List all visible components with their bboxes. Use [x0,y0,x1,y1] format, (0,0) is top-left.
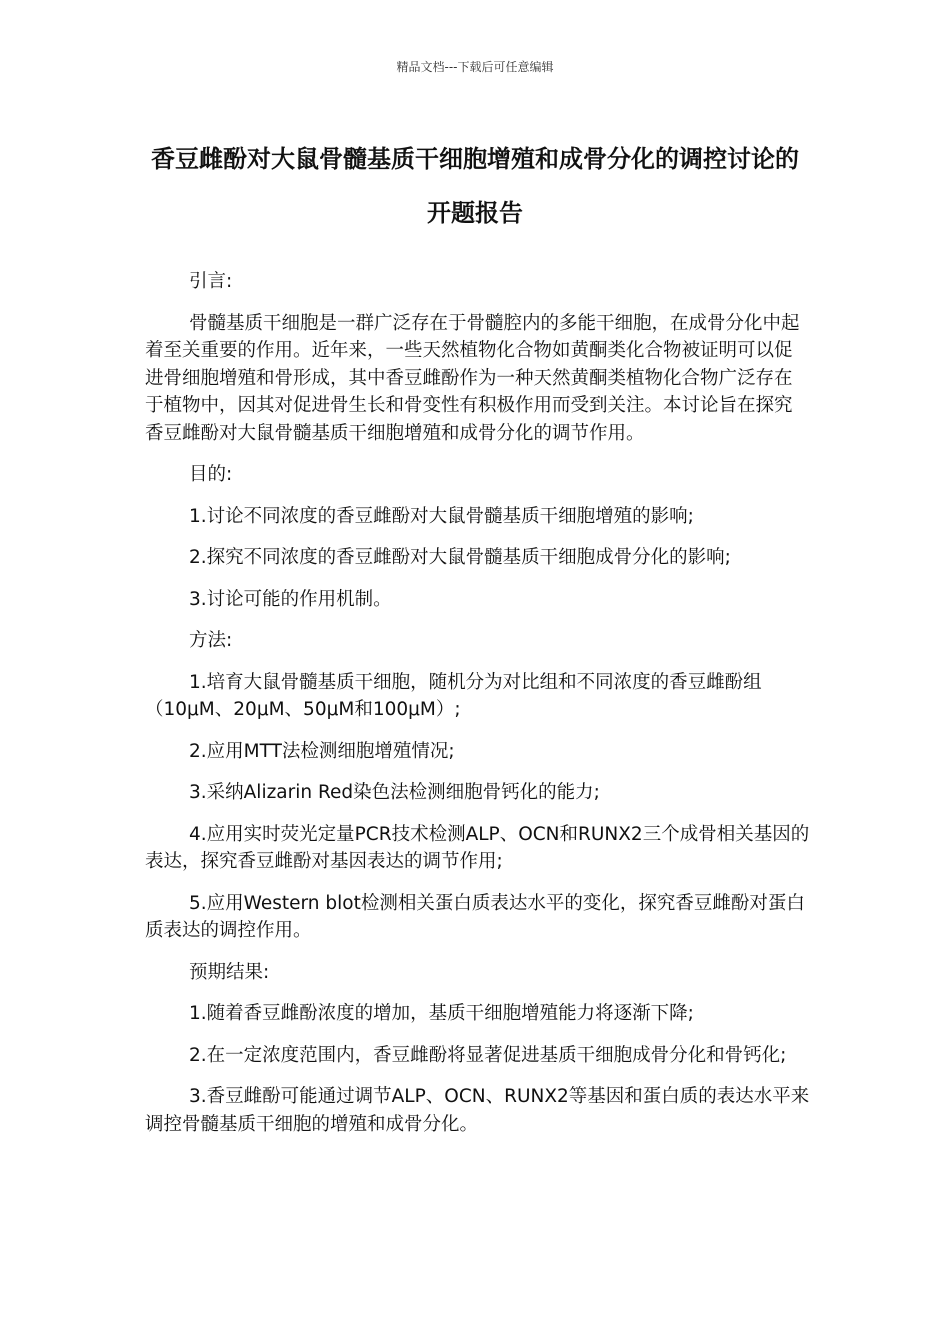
method-item: 5.应用Western blot检测相关蛋白质表达水平的变化，探究香豆雌酚对蛋白质表达的调控作用。 [145,892,805,941]
section-heading-results: 预期结果: [189,961,270,983]
result-item: 2.在一定浓度范围内，香豆雌酚将显著促进基质干细胞成骨分化和骨钙化; [189,1044,787,1066]
section-heading-methods: 方法: [189,630,233,651]
result-item: 3.香豆雌酚可能通过调节ALP、OCN、RUNX2等基因和蛋白质的表达水平来调控骨髓基质干细胞的增殖和成骨分化。 [145,1086,810,1135]
method-item: 3.采纳Alizarin Red染色法检测细胞骨钙化的能力; [189,782,600,803]
aim-item: 3.讨论可能的作用机制。 [189,588,392,610]
intro-paragraph: 骨髓基质干细胞是一群广泛存在于骨髓腔内的多能干细胞，在成骨分化中起着至关重要的作用。近年来，一些天然植物化合物如黄酮类化合物被证明可以促进骨细胞增殖和骨形成，其中香豆雌酚作为一种天然黄酮类植物化合物广泛存在于植物中，因其对促进骨生长和骨变性有积极作用而受到关注。本讨论旨在探究香豆雌酚对大鼠骨髓基质干细胞增殖和成骨分化的调节作用。 [145,312,800,444]
document-title: 香豆雌酚对大鼠骨髓基质干细胞增殖和成骨分化的调控讨论的开题报告 [151,145,799,227]
aim-item: 1.讨论不同浓度的香豆雌酚对大鼠骨髓基质干细胞增殖的影响; [189,505,694,527]
method-item: 1.培育大鼠骨髓基质干细胞，随机分为对比组和不同浓度的香豆雌酚组（10μM、20μM、50μM和100μM）; [145,671,762,720]
aim-item: 2.探究不同浓度的香豆雌酚对大鼠骨髓基质干细胞成骨分化的影响; [189,547,731,568]
document-body [145,268,810,1152]
section-heading-intro: 引言: [189,271,233,292]
method-item: 4.应用实时荧光定量PCR技术检测ALP、OCN和RUNX2三个成骨相关基因的表达，探究香豆雌酚对基因表达的调节作用; [145,823,810,872]
section-heading-aims: 目的: [189,464,233,485]
method-item: 2.应用MTT法检测细胞增殖情况; [189,740,455,762]
result-item: 1.随着香豆雌酚浓度的增加，基质干细胞增殖能力将逐渐下降; [189,1003,694,1024]
page-header: 精品文档---下载后可任意编辑 [396,60,554,74]
